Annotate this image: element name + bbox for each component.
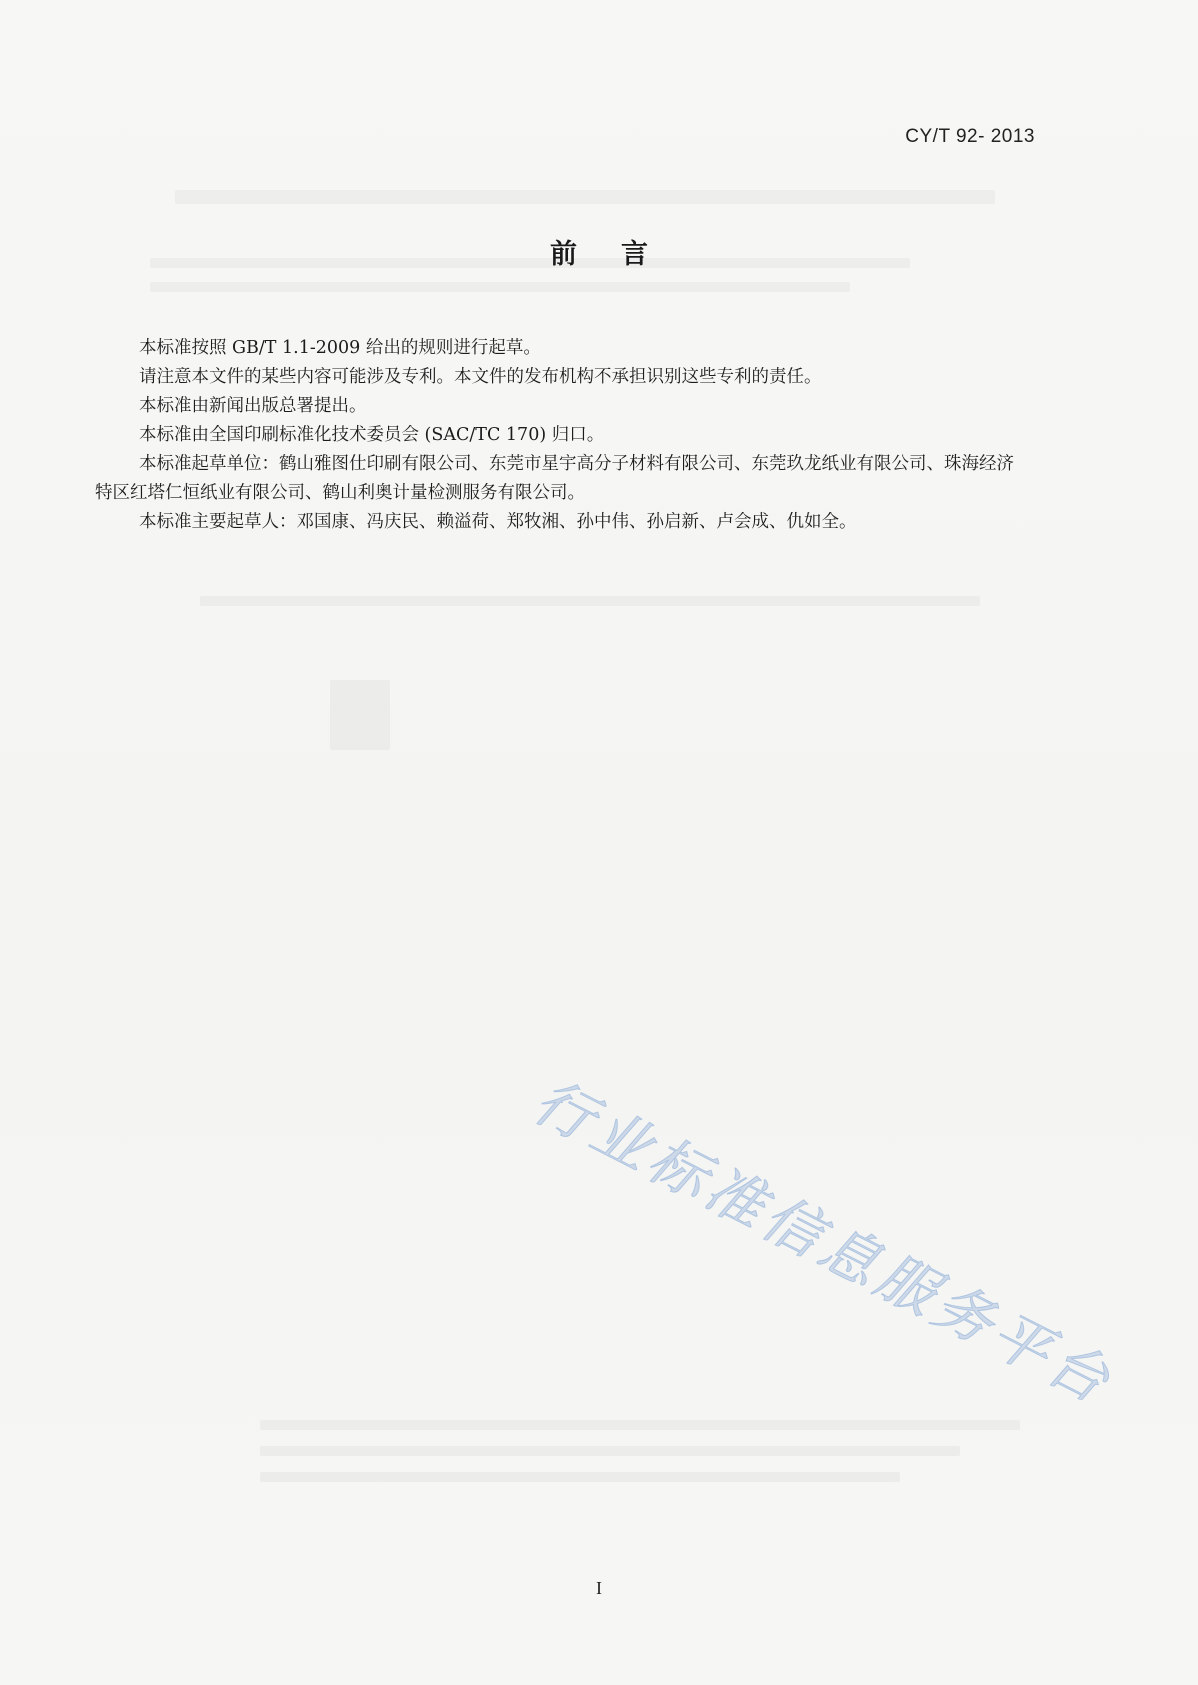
show-through-shadow [175, 190, 995, 204]
paragraph: 请注意本文件的某些内容可能涉及专利。本文件的发布机构不承担识别这些专利的责任。 [139, 367, 822, 387]
watermark-text: 行业标准信息服务平台 [523, 1066, 1125, 1418]
show-through-shadow [330, 680, 390, 750]
page-number: I [596, 1578, 602, 1598]
paragraph: 本标准由新闻出版总署提出。 [139, 396, 367, 416]
show-through-shadow [200, 596, 980, 606]
page-title: 前言 [550, 239, 692, 270]
show-through-shadow [150, 282, 850, 292]
paragraph: 本标准主要起草人：邓国康、冯庆民、赖溢荷、郑牧湘、孙中伟、孙启新、卢会成、仇如全。 [139, 512, 857, 532]
foreword-body [95, 334, 1030, 537]
show-through-shadow [260, 1446, 960, 1456]
standard-code: CY/T 92- 2013 [905, 126, 1035, 147]
show-through-shadow [260, 1472, 900, 1482]
paragraph: 本标准按照 GB/T 1.1-2009 给出的规则进行起草。 [139, 338, 541, 358]
paragraph: 本标准起草单位：鹤山雅图仕印刷有限公司、东莞市星宇高分子材料有限公司、东莞玖龙纸业有限公司、珠海经济特区红塔仁恒纸业有限公司、鹤山利奥计量检测服务有限公司。 [95, 454, 1014, 503]
show-through-shadow [260, 1420, 1020, 1430]
paragraph: 本标准由全国印刷标准化技术委员会 (SAC/TC 170) 归口。 [139, 425, 605, 445]
